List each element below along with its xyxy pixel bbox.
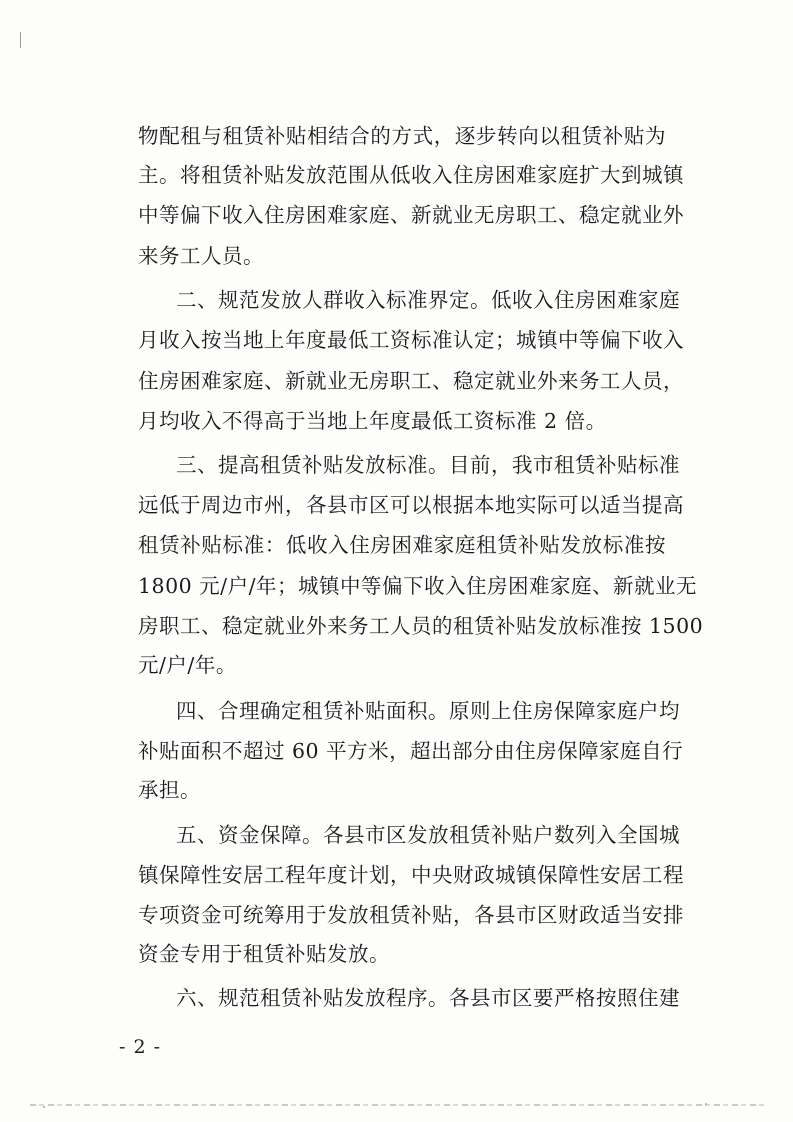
text-line: 房职工、稳定就业外来务工人员的租赁补贴发放标准按 1500 <box>138 614 704 638</box>
scan-mark <box>20 32 21 48</box>
text-line: 来务工人员。 <box>138 244 264 268</box>
paragraph-heading-line: 四、合理确定租赁补贴面积。原则上住房保障家庭户均 <box>176 699 680 723</box>
text-line: 月收入按当地上年度最低工资标准认定；城镇中等偏下收入 <box>138 328 684 352</box>
text-line: 镇保障性安居工程年度计划，中央财政城镇保障性安居工程 <box>138 863 684 887</box>
scan-dot <box>705 1103 707 1105</box>
text-line: 住房困难家庭、新就业无房职工、稳定就业外来务工人员， <box>138 369 684 393</box>
text-line: 远低于周边市州，各县市区可以根据本地实际可以适当提高 <box>138 493 684 517</box>
scan-dot <box>43 1106 45 1108</box>
text-line: 1800 元/户/年；城镇中等偏下收入住房困难家庭、新就业无 <box>138 574 697 598</box>
text-line: 专项资金可统筹用于发放租赁补贴，各县市区财政适当安排 <box>138 903 684 927</box>
paragraph-heading-line: 三、提高租赁补贴发放标准。目前，我市租赁补贴标准 <box>176 453 680 477</box>
text-line: 元/户/年。 <box>138 653 237 677</box>
paragraph-heading-line: 二、规范发放人群收入标准界定。低收入住房困难家庭 <box>176 288 680 312</box>
text-line: 资金专用于租赁补贴发放。 <box>138 942 390 966</box>
text-line: 中等偏下收入住房困难家庭、新就业无房职工、稳定就业外 <box>138 203 684 227</box>
text-line: 物配租与租赁补贴相结合的方式，逐步转向以租赁补贴为 <box>138 124 666 148</box>
page-number: - 2 - <box>119 1036 162 1058</box>
text-line: 补贴面积不超过 60 平方米，超出部分由住房保障家庭自行 <box>138 739 684 763</box>
paragraph-heading-line: 五、资金保障。各县市区发放租赁补贴户数列入全国城 <box>176 823 680 847</box>
text-line: 租赁补贴标准：低收入住房困难家庭租赁补贴发放标准按 <box>138 533 666 557</box>
text-line: 承担。 <box>138 778 201 802</box>
scan-edge <box>30 1104 765 1106</box>
paragraph-heading-line: 六、规范租赁补贴发放程序。各县市区要严格按照住建 <box>176 986 680 1010</box>
text-line: 主。将租赁补贴发放范围从低收入住房困难家庭扩大到城镇 <box>138 163 684 187</box>
text-line: 月均收入不得高于当地上年度最低工资标准 2 倍。 <box>138 409 607 433</box>
